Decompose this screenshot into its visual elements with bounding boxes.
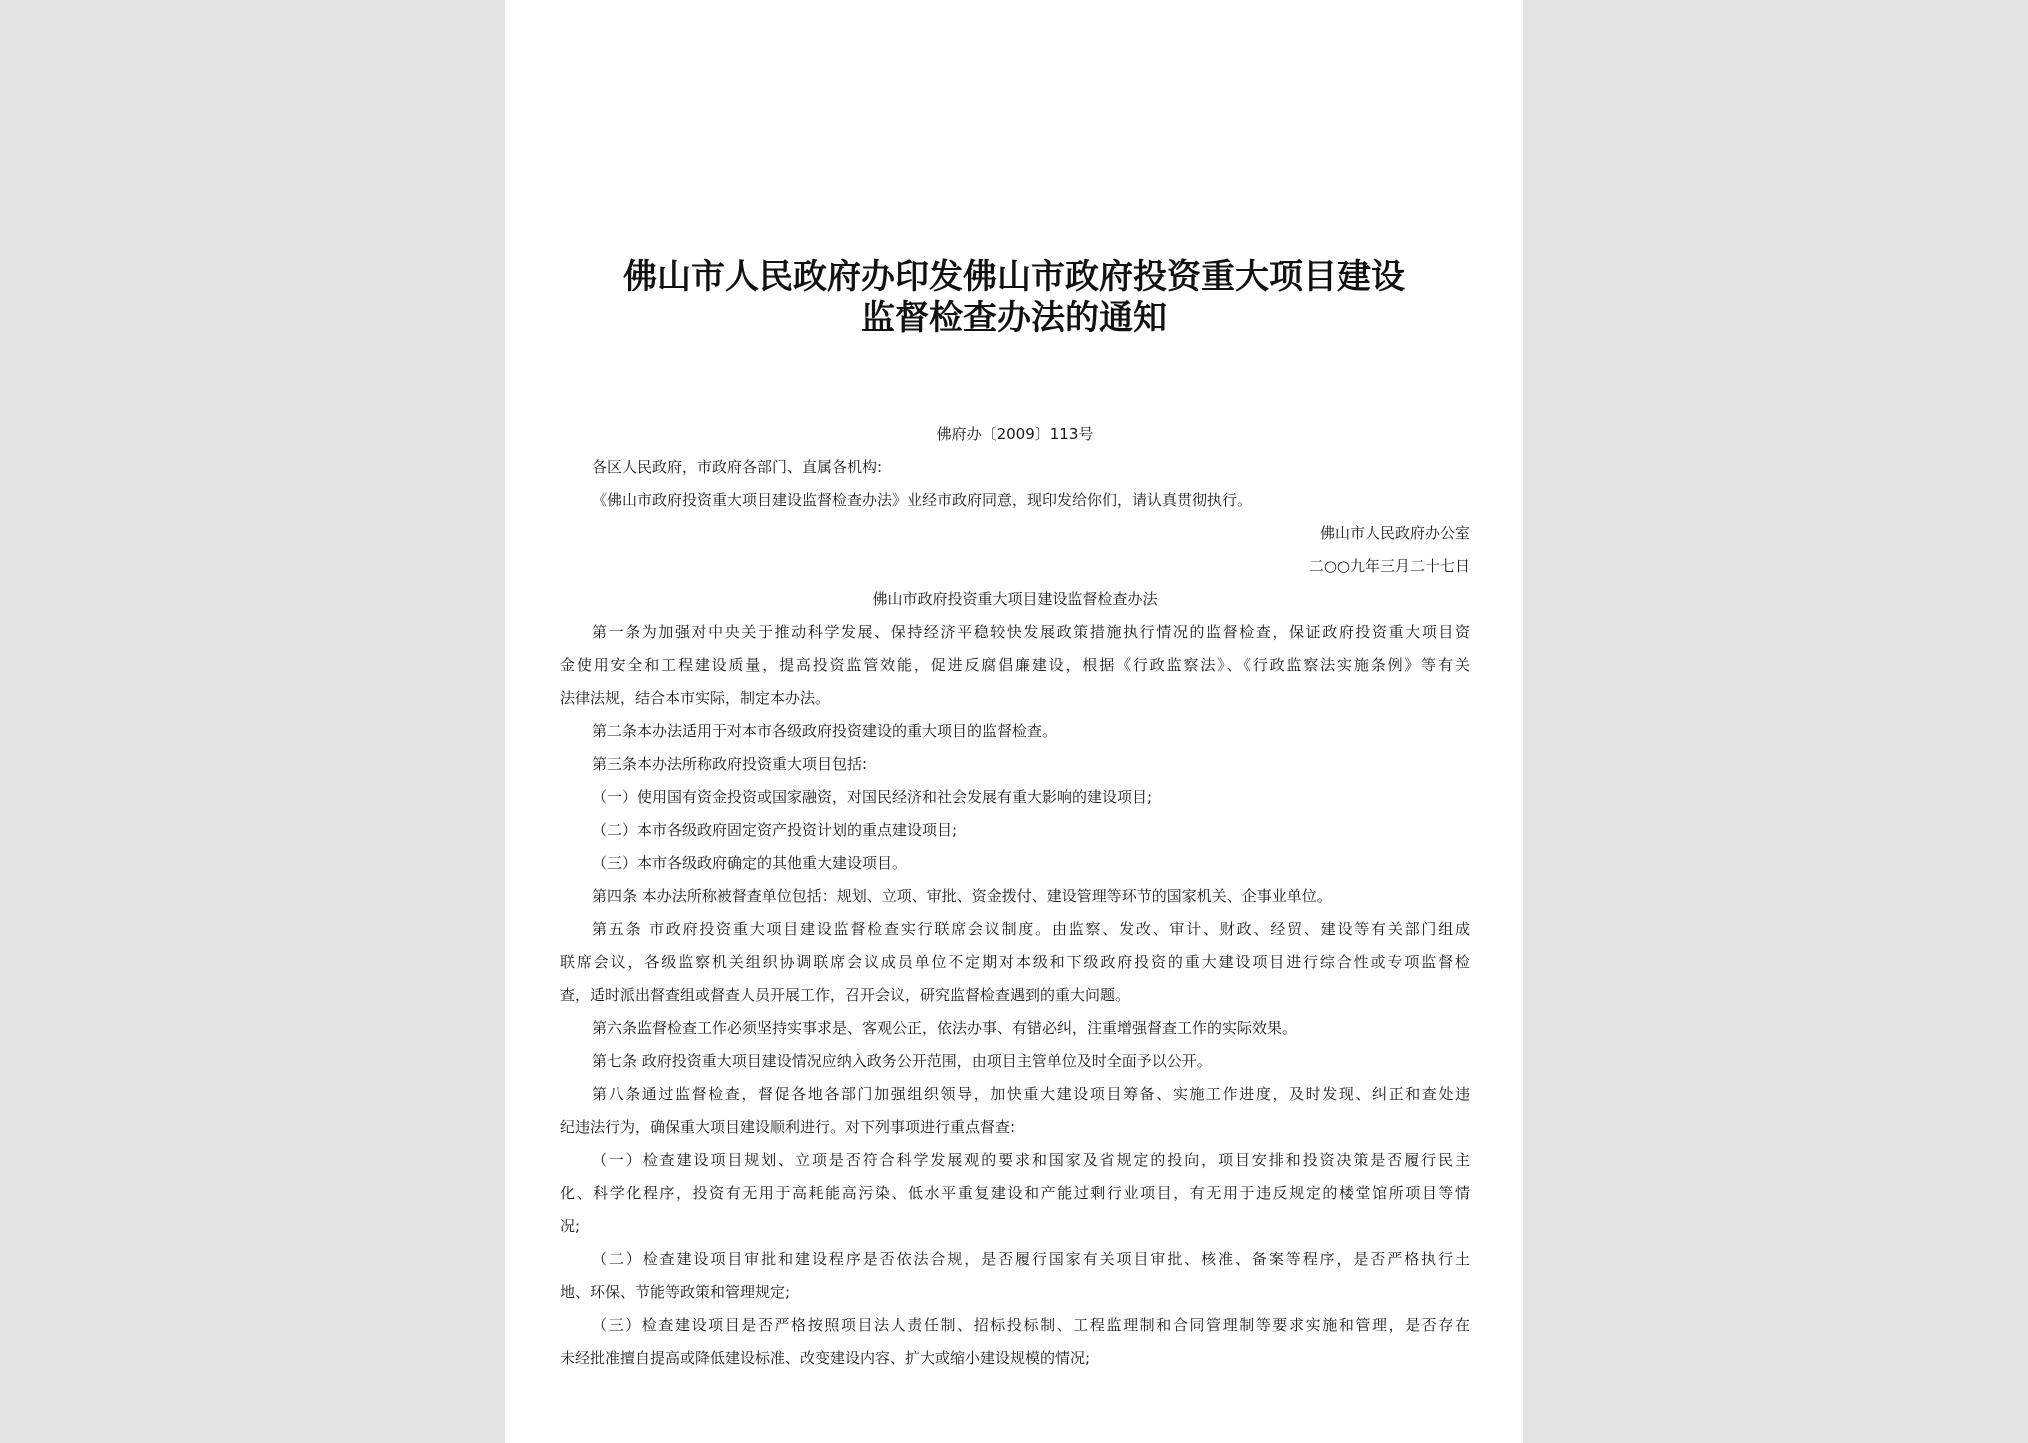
issuer: 佛山市人民政府办公室 [1319, 524, 1470, 542]
article-line: 第一条为加强对中央关于推动科学发展、保持经济平稳较快发展政策措施执行情况的监督检查，保证政府投资重大项目资 [592, 623, 1470, 641]
document-title [505, 257, 1523, 339]
article-line: 联席会议，各级监察机关组织协调联席会议成员单位不定期对本级和下级政府投资的重大建设项目进行综合性或专项监督检 [560, 953, 1470, 971]
article-line: 未经批准擅自提高或降低建设标准、改变建设内容、扩大或缩小建设规模的情况; [560, 1349, 1091, 1367]
document-number: 佛府办〔2009〕113号 [936, 425, 1094, 443]
article-line: 第二条本办法适用于对本市各级政府投资建设的重大项目的监督检查。 [592, 722, 1058, 740]
article-line: 第四条 本办法所称被督查单位包括：规划、立项、审批、资金拨付、建设管理等环节的国家机关、企事业单位。 [592, 887, 1332, 905]
regulation-title: 佛山市政府投资重大项目建设监督检查办法 [872, 590, 1158, 608]
article-line: 第七条 政府投资重大项目建设情况应纳入政务公开范围，由项目主管单位及时全面予以公开。 [592, 1052, 1212, 1070]
article-paragraph [560, 913, 1470, 1012]
article-paragraph [560, 616, 1470, 715]
intro-paragraph: 《佛山市政府投资重大项目建设监督检查办法》业经市政府同意，现印发给你们，请认真贯彻执行。 [592, 491, 1253, 509]
article-paragraph [560, 1078, 1470, 1144]
article-paragraph [560, 781, 1470, 814]
article-line: （二）检查建设项目审批和建设程序是否依法合规，是否履行国家有关项目审批、核准、备案等程序，是否严格执行土 [592, 1250, 1470, 1268]
article-line: 法律法规，结合本市实际，制定本办法。 [560, 689, 831, 707]
article-line: 地、环保、节能等政策和管理规定; [560, 1283, 791, 1301]
article-line: 第六条监督检查工作必须坚持实事求是、客观公正，依法办事、有错必纠，注重增强督查工作的实际效果。 [592, 1019, 1298, 1037]
article-line: 第八条通过监督检查，督促各地各部门加强组织领导，加快重大建设项目筹备、实施工作进度，及时发现、纠正和查处违 [592, 1085, 1470, 1103]
article-paragraph [560, 1243, 1470, 1309]
article-paragraph [560, 814, 1470, 847]
title-line-2: 监督检查办法的通知 [861, 298, 1167, 338]
article-line: 第五条 市政府投资重大项目建设监督检查实行联席会议制度。由监察、发改、审计、财政、经贸、建设等有关部门组成 [592, 920, 1470, 938]
article-line: （一）检查建设项目规划、立项是否符合科学发展观的要求和国家及省规定的投向，项目安排和投资决策是否履行民主 [592, 1151, 1470, 1169]
article-line: 第三条本办法所称政府投资重大项目包括: [592, 755, 868, 773]
articles [560, 616, 1470, 1375]
article-paragraph [560, 1144, 1470, 1243]
issue-date: 二○○九年三月二十七日 [1308, 557, 1470, 575]
article-line: 查，适时派出督查组或督查人员开展工作，召开会议，研究监督检查遇到的重大问题。 [560, 986, 1131, 1004]
article-paragraph [560, 880, 1470, 913]
article-line: 金使用安全和工程建设质量，提高投资监管效能，促进反腐倡廉建设，根据《行政监察法》、《行政监察法实施条例》等有关 [560, 656, 1470, 674]
article-paragraph [560, 748, 1470, 781]
article-line: 纪违法行为，确保重大项目建设顺利进行。对下列事项进行重点督查: [560, 1118, 1016, 1136]
article-line: （一）使用国有资金投资或国家融资，对国民经济和社会发展有重大影响的建设项目; [592, 788, 1153, 806]
article-line: 况; [560, 1217, 581, 1235]
article-line: 化、科学化程序，投资有无用于高耗能高污染、低水平重复建设和产能过剩行业项目，有无用于违反规定的楼堂馆所项目等情 [560, 1184, 1470, 1202]
document-body [560, 418, 1470, 1375]
addressee: 各区人民政府，市政府各部门、直属各机构: [592, 458, 883, 476]
article-paragraph [560, 715, 1470, 748]
article-line: （二）本市各级政府固定资产投资计划的重点建设项目; [592, 821, 958, 839]
title-line-1: 佛山市人民政府办印发佛山市政府投资重大项目建设 [623, 257, 1405, 297]
document-page [505, 0, 1523, 1443]
article-paragraph [560, 1045, 1470, 1078]
article-line: （三）检查建设项目是否严格按照项目法人责任制、招标投标制、工程监理制和合同管理制等要求实施和管理，是否存在 [592, 1316, 1470, 1334]
article-paragraph [560, 1309, 1470, 1375]
article-paragraph [560, 847, 1470, 880]
article-line: （三）本市各级政府确定的其他重大建设项目。 [592, 854, 908, 872]
article-paragraph [560, 1012, 1470, 1045]
